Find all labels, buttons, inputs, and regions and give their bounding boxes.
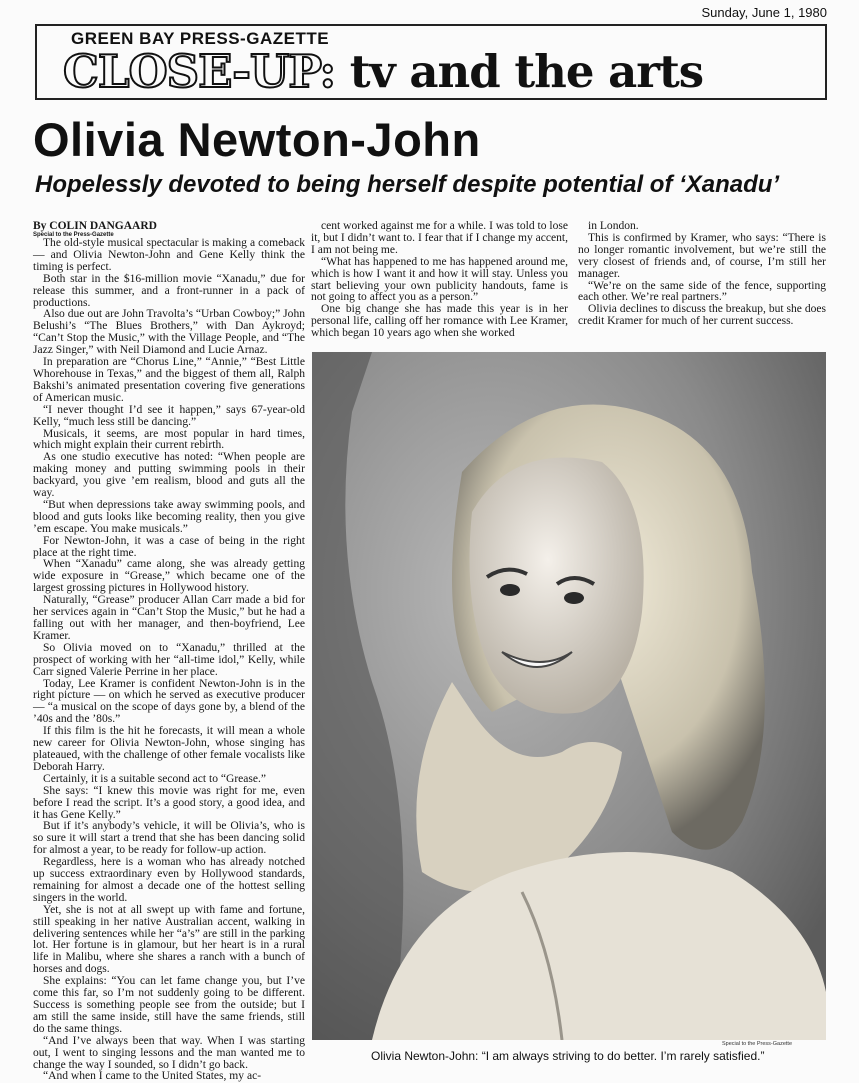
- section-title-rest: tv and the arts: [335, 45, 704, 98]
- paragraph: Musicals, it seems, are most popular in hard times, which might explain their current rebirth.: [33, 427, 305, 452]
- paragraph: “And when I came to the United States, my ac-: [43, 1070, 262, 1083]
- issue-date: Sunday, June 1, 1980: [701, 5, 827, 20]
- paragraph: She says: “I knew this movie was right for me, even before I read the script. It’s a good story, a good idea, and it has Gene Kelly.”: [33, 784, 305, 821]
- section-masthead: [35, 24, 827, 100]
- paragraph: Yet, she is not at all swept up with fame and fortune, still speaking in her native Australian accent, walking in delivering sentences while her “a’s” are still in the parking lot. Her fortune is in glamour, but her heart is in a rural life in Malibu, where she shares a ranch with a bunch of horses and dogs.: [33, 903, 305, 976]
- photo-caption: Olivia Newton-John: “I am always striving to do better. I’m rarely satisfied.”: [371, 1049, 765, 1063]
- paragraph: As one studio executive has noted: “When people are making money and putting swimming pools in their backyard, you give ’em realism, blood and guts all the way.: [33, 451, 305, 500]
- paragraph: “What has happened to me has happened around me, which is how I want it and how it will stay. Unless you start believing your own publicity handouts, fame is not going to affect you as a person.”: [311, 255, 568, 304]
- article-headline: Olivia Newton-John: [33, 113, 481, 166]
- paragraph: The old-style musical spectacular is making a comeback — and Olivia Newton-John and Gene Kelly think the timing is perfect.: [33, 237, 305, 273]
- paragraph: For Newton-John, it was a case of being in the right place at the right time.: [33, 534, 305, 559]
- paragraph: “I never thought I’d see it happen,” says 67-year-old Kelly, “much less still be dancing.”: [33, 403, 305, 428]
- article-column-2: [311, 221, 568, 340]
- article-column-3: [578, 221, 826, 328]
- paragraph: One big change she has made this year is in her personal life, calling off her romance with Lee Kramer, which began 10 years ago when she worked: [311, 303, 568, 340]
- section-title: [63, 46, 811, 98]
- byline-author: By COLIN DANGAARD: [33, 220, 157, 232]
- paragraph: cent worked against me for a while. I was told to lose it, but I didn’t want to. I fear that if I change my accent, I am not being me.: [311, 220, 568, 256]
- column-1-body: [33, 238, 305, 1083]
- paragraph: So Olivia moved on to “Xanadu,” thrilled at the prospect of working with her “all-time idol,” Kelly, while Carr signed Valerie Perrine in her place.: [33, 641, 305, 678]
- paragraph: But if it’s anybody’s vehicle, it will be Olivia’s, who is so sure it will start a trend that she has been dancing solid for almost a year, to be ready for follow-up action.: [33, 820, 305, 857]
- paragraph: Regardless, here is a woman who has already notched up success extraordinary even by Hollywood standards, remaining for almost a decade one of the hottest selling singers in the world.: [33, 856, 305, 904]
- paragraph: “But when depressions take away swimming pools, and blood and guts looks like becoming reality, then you give ’em escape. You make musicals.”: [33, 498, 305, 535]
- column-2-body: [311, 221, 568, 340]
- paragraph: in London.: [588, 220, 639, 232]
- paragraph: If this film is the hit he forecasts, it will mean a whole new career for Olivia Newton-John, whose singing has plateaued, with the challenge of other female vocalists like Deborah Harry.: [33, 725, 305, 773]
- paragraph: Both star in the $16-million movie “Xanadu,” due for release this summer, and a front-runner in a pack of productions.: [33, 272, 305, 309]
- article-deck: Hopelessly devoted to being herself despite potential of ‘Xanadu’: [35, 171, 780, 198]
- newspaper-name: GREEN BAY PRESS-GAZETTE: [71, 29, 330, 48]
- article-column-1: [33, 221, 305, 1083]
- photo-credit: Special to the Press-Gazette: [722, 1041, 793, 1047]
- portrait-image: [312, 352, 826, 1040]
- paragraph: This is confirmed by Kramer, who says: “There is no longer romantic involvement, but we’re still the very closest of friends and, of course, I’m still her manager.: [578, 231, 826, 280]
- paragraph: Olivia declines to discuss the breakup, but she does credit Kramer for much of her current success.: [578, 303, 826, 328]
- byline-affiliation: Special to the Press-Gazette: [33, 232, 114, 238]
- paragraph: Also due out are John Travolta’s “Urban Cowboy;” John Belushi’s “The Blues Brothers,” with Dan Aykroyd; “Can’t Stop the Music,” with the Village People, and “The Jazz Singer,” with Neil Diamond and Lucie Arnaz.: [33, 308, 305, 357]
- paragraph: In preparation are “Chorus Line,” “Annie,” “Best Little Whorehouse in Texas,” and the biggest of them all, Ralph Bakshi’s animated presentation covering five generations of American music.: [33, 356, 305, 404]
- paragraph: Naturally, “Grease” producer Allan Carr made a bid for her services again in “Can’t Stop the Music,” but he had a falling out with her manager, and then-boyfriend, Lee Kramer.: [33, 594, 305, 642]
- paragraph: She explains: “You can let fame change you, but I’ve come this far, so I’m not suddenly going to be different. Success is something people see from the outside; but I am still the same inside, still have the same friends, still do the same things.: [33, 975, 305, 1035]
- portrait-photo: [312, 352, 826, 1040]
- paragraph: Certainly, it is a suitable second act to “Grease.”: [43, 772, 267, 785]
- paragraph: “And I’ve always been that way. When I was starting out, I went to singing lessons and the man wanted me to change the way I sounded, so I didn’t go back.: [33, 1034, 305, 1071]
- section-title-closeup: CLOSE-UP:: [63, 45, 336, 98]
- paragraph: “We’re on the same side of the fence, supporting each other. We’re real partners.”: [578, 279, 826, 304]
- paragraph: Today, Lee Kramer is confident Newton-John is in the right picture — on which he served as executive producer — “a musical on the scope of days gone by, a blend of the ’40s and the ’80s.”: [33, 677, 305, 726]
- paragraph: When “Xanadu” came along, she was already getting wide exposure in “Grease,” which became one of the largest grossing pictures in Hollywood history.: [33, 558, 305, 595]
- column-3-body: [578, 221, 826, 328]
